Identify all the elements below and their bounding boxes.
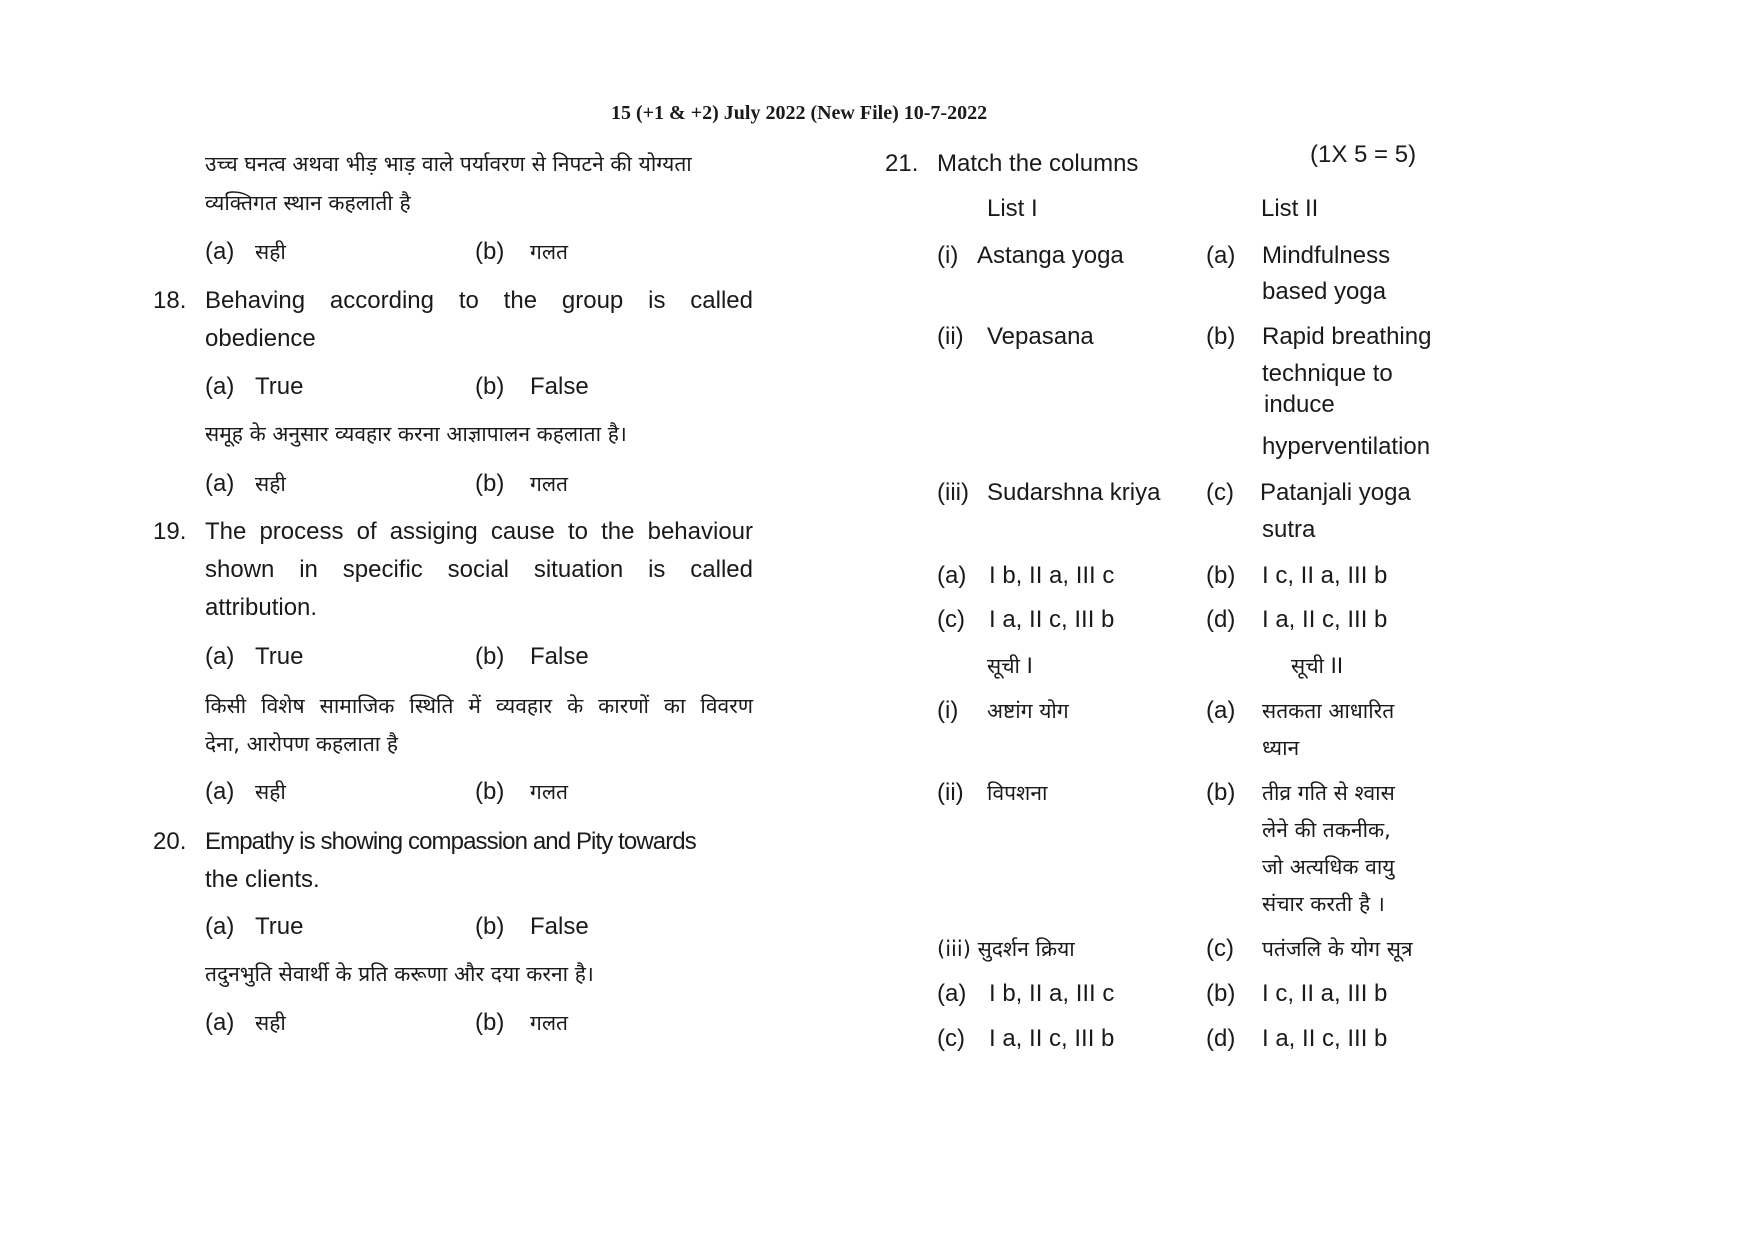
- q19-option-a: True: [255, 643, 304, 670]
- row3-num: (iii): [937, 479, 969, 506]
- hindi-row2-item: विपशना: [987, 781, 1048, 805]
- row2-match-line3: induce: [1264, 391, 1335, 418]
- row1-item: Astanga yoga: [977, 242, 1124, 269]
- q19-number: 19.: [153, 518, 187, 545]
- row2-item: Vepasana: [987, 323, 1094, 350]
- answer-d: I a, II c, III b: [1262, 606, 1388, 633]
- q18-hindi-a: सही: [255, 472, 286, 496]
- hindi-row1-match-line2: ध्यान: [1262, 736, 1300, 760]
- q17-option-b-label: (b): [475, 238, 505, 265]
- list2-heading: List II: [1261, 195, 1319, 222]
- hindi-row2-match-line2: लेने की तकनीक,: [1262, 818, 1391, 842]
- q19-hindi-line1: किसी विशेष सामाजिक स्थिति में व्यवहार के कारणों का विवरण: [205, 694, 753, 718]
- q18-line2: obedience: [205, 325, 316, 352]
- answer-d-label: (d): [1206, 606, 1236, 633]
- q18-hindi: समूह के अनुसार व्यवहार करना आज्ञापालन कहलाता है।: [205, 422, 627, 446]
- q20-line1: Empathy is showing compassion and Pity towards: [205, 828, 696, 855]
- hindi-list2-heading: सूची II: [1291, 654, 1344, 678]
- answer-c: I a, II c, III b: [989, 606, 1115, 633]
- row2-match-line4: hyperventilation: [1262, 433, 1431, 460]
- list1-heading: List I: [987, 195, 1038, 222]
- hindi-answer-d-label: (d): [1206, 1025, 1236, 1052]
- q17-hindi-line2: व्यक्तिगत स्थान कहलाती है: [205, 191, 411, 215]
- hindi-row2-match-line4: संचार करती है ।: [1262, 892, 1385, 916]
- q20-line2: the clients.: [205, 866, 320, 893]
- row1-match-line2: based yoga: [1262, 278, 1387, 305]
- q17-hindi-line1: उच्च घनत्व अथवा भीड़ भाड़ वाले पर्यावरण से निपटने की योग्यता: [205, 152, 692, 176]
- q19-hindi-a-label: (a): [205, 778, 235, 805]
- hindi-list1-heading: सूची I: [987, 654, 1033, 678]
- row1-num: (i): [937, 242, 959, 269]
- q20-hindi-b-label: (b): [475, 1009, 505, 1036]
- q20-option-b-label: (b): [475, 913, 505, 940]
- q21-number: 21.: [885, 150, 919, 177]
- q17-option-a: सही: [255, 240, 286, 264]
- q19-option-a-label: (a): [205, 643, 235, 670]
- hindi-answer-b: I c, II a, III b: [1262, 980, 1388, 1007]
- q19-line1: The process of assiging cause to the behaviour: [205, 518, 753, 545]
- row3-letter: (c): [1206, 479, 1234, 506]
- q19-option-b: False: [530, 643, 589, 670]
- hindi-row2-letter: (b): [1206, 779, 1236, 806]
- q19-line2: shown in specific social situation is called: [205, 556, 753, 583]
- hindi-answer-b-label: (b): [1206, 980, 1236, 1007]
- q18-number: 18.: [153, 287, 187, 314]
- row1-match-line1: Mindfulness: [1262, 242, 1391, 269]
- answer-a-label: (a): [937, 562, 967, 589]
- hindi-answer-c-label: (c): [937, 1025, 965, 1052]
- hindi-row1-letter: (a): [1206, 697, 1236, 724]
- hindi-answer-c: I a, II c, III b: [989, 1025, 1115, 1052]
- hindi-row2-num: (ii): [937, 779, 964, 806]
- hindi-row1-item: अष्टांग योग: [987, 699, 1069, 723]
- hindi-row3-letter: (c): [1206, 935, 1234, 962]
- q20-hindi-b: गलत: [530, 1011, 569, 1035]
- hindi-row3-item: (iii) सुदर्शन क्रिया: [937, 937, 1075, 961]
- q20-option-b: False: [530, 913, 589, 940]
- q18-option-a: True: [255, 373, 304, 400]
- q17-option-a-label: (a): [205, 238, 235, 265]
- q18-hindi-b: गलत: [530, 472, 569, 496]
- q20-hindi-a-label: (a): [205, 1009, 235, 1036]
- q20-hindi-a: सही: [255, 1011, 286, 1035]
- hindi-row1-num: (i): [937, 697, 959, 724]
- q19-hindi-a: सही: [255, 780, 286, 804]
- hindi-row1-match-line1: सतकता आधारित: [1262, 699, 1395, 723]
- q20-option-a-label: (a): [205, 913, 235, 940]
- answer-b: I c, II a, III b: [1262, 562, 1388, 589]
- q19-line3: attribution.: [205, 594, 318, 621]
- q18-hindi-b-label: (b): [475, 470, 505, 497]
- q17-option-b: गलत: [530, 240, 569, 264]
- hindi-row2-match-line3: जो अत्यधिक वायु: [1262, 855, 1395, 879]
- q18-option-b: False: [530, 373, 589, 400]
- q19-hindi-b: गलत: [530, 780, 569, 804]
- row3-match-line1: Patanjali yoga: [1260, 479, 1411, 506]
- q21-marks: (1X 5 = 5): [1310, 141, 1417, 168]
- answer-a: I b, II a, III c: [989, 562, 1115, 589]
- q18-hindi-a-label: (a): [205, 470, 235, 497]
- q20-hindi: तदुनभुति सेवार्थी के प्रति करूणा और दया करना है।: [205, 962, 594, 986]
- answer-b-label: (b): [1206, 562, 1236, 589]
- q20-option-a: True: [255, 913, 304, 940]
- hindi-answer-a: I b, II a, III c: [989, 980, 1115, 1007]
- q19-hindi-b-label: (b): [475, 778, 505, 805]
- row1-letter: (a): [1206, 242, 1236, 269]
- q19-hindi-line2: देना, आरोपण कहलाता है: [205, 732, 399, 756]
- q18-option-b-label: (b): [475, 373, 505, 400]
- answer-c-label: (c): [937, 606, 965, 633]
- hindi-row3-match: पतंजलि के योग सूत्र: [1262, 937, 1413, 961]
- q20-number: 20.: [153, 828, 187, 855]
- q21-title: Match the columns: [937, 150, 1139, 177]
- hindi-answer-a-label: (a): [937, 980, 967, 1007]
- row2-match-line1: Rapid breathing: [1262, 323, 1432, 350]
- q18-option-a-label: (a): [205, 373, 235, 400]
- q18-line1: Behaving according to the group is called: [205, 287, 753, 314]
- row3-match-line2: sutra: [1262, 516, 1316, 543]
- hindi-answer-d: I a, II c, III b: [1262, 1025, 1388, 1052]
- page-header: 15 (+1 & +2) July 2022 (New File) 10-7-2022: [611, 102, 988, 124]
- row2-num: (ii): [937, 323, 964, 350]
- row2-match-line2: technique to: [1262, 360, 1393, 387]
- q19-option-b-label: (b): [475, 643, 505, 670]
- row3-item: Sudarshna kriya: [987, 479, 1161, 506]
- row2-letter: (b): [1206, 323, 1236, 350]
- hindi-row2-match-line1: तीव्र गति से श्वास: [1262, 781, 1395, 805]
